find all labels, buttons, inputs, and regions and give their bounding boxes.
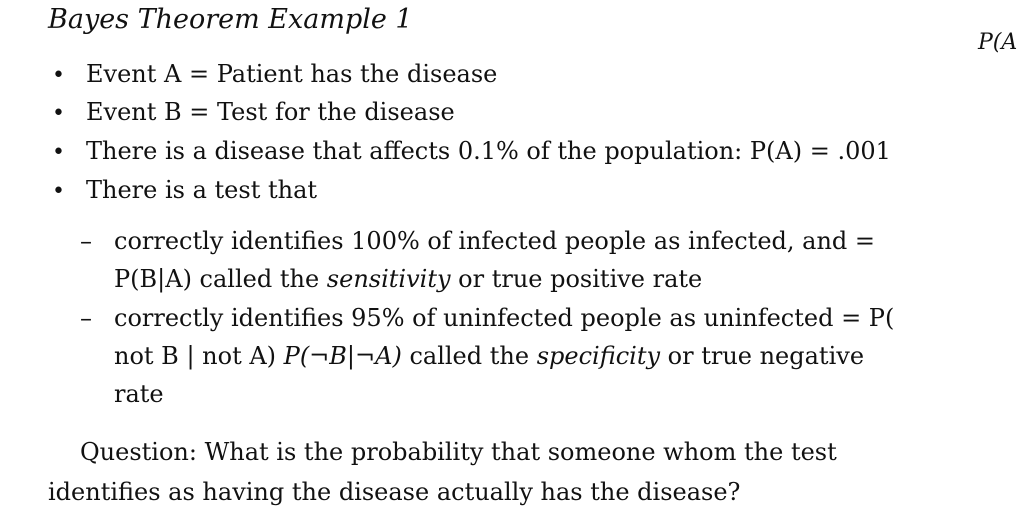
bullet-text: Event A = Patient has the disease (86, 60, 498, 88)
bullet-event-a (52, 56, 497, 92)
bullet-marker: • (52, 101, 65, 126)
bullet-marker: • (52, 179, 65, 204)
bullet-event-b (52, 94, 455, 130)
math-formula: P(¬B|¬A) (283, 342, 402, 370)
term-sensitivity: sensitivity (326, 265, 451, 293)
sub-item-line: correctly identifies 100% of infected people as infected, and = (114, 227, 876, 255)
sub-item-text: or true positive rate (450, 265, 703, 293)
bullet-text: There is a disease that affects 0.1% of the population: P(A) = .001 (86, 137, 891, 165)
sub-item-lines (114, 299, 894, 413)
sub-item-marker: – (80, 227, 92, 255)
cut-off-formula-fragment: P(A (978, 30, 1018, 55)
question-paragraph (48, 432, 837, 512)
sub-item-line: rate (114, 380, 164, 408)
sub-item-lines (114, 222, 875, 298)
sub-item-text: not B | not A) (114, 342, 284, 370)
sub-item-text: called the (401, 342, 537, 370)
bullet-disease-prevalence (52, 133, 891, 169)
sub-item-line (114, 337, 894, 375)
bullet-marker: • (52, 140, 65, 165)
sub-item-line (114, 260, 875, 298)
sub-item-marker: – (80, 304, 92, 332)
sub-item-text: P(B|A) called the (114, 265, 327, 293)
term-specificity: specificity (536, 342, 661, 370)
bullet-marker: • (52, 63, 65, 88)
bullet-text: Event B = Test for the disease (86, 98, 455, 126)
sub-item-text: or true negative (660, 342, 865, 370)
bullet-text: There is a test that (86, 176, 318, 204)
question-line: Question: What is the probability that someone whom the test (80, 438, 837, 466)
question-line: identifies as having the disease actually has the disease? (48, 478, 741, 506)
slide-title: Bayes Theorem Example 1 (48, 4, 413, 35)
sub-item-line: correctly identifies 95% of uninfected people as uninfected = P( (114, 304, 895, 332)
bullet-test (52, 172, 317, 208)
